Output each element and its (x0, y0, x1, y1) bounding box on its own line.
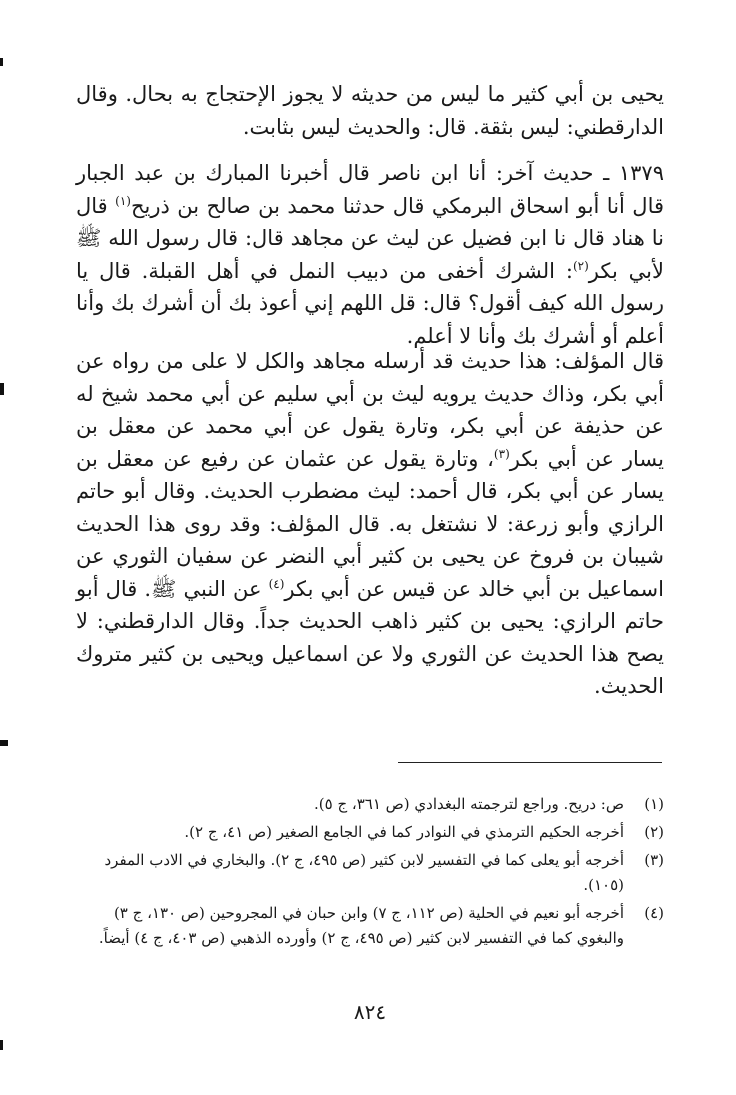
footnote-number: (٢) (644, 823, 664, 841)
footnote-item (76, 792, 664, 817)
footnote-ref-4[interactable]: (٤) (268, 576, 285, 591)
footnote-text: أخرجه الحكيم الترمذي في النوادر كما في الجامع الصغير (ص ٤١، ج ٢). (184, 823, 624, 841)
scan-edge-mark (0, 383, 4, 395)
footnotes-list (76, 792, 664, 954)
scan-edge-mark (0, 58, 3, 66)
footnote-text: أخرجه أبو نعيم في الحلية (ص ١١٢، ج ٧) وابن حبان في المجروحين (ص ١٣٠، ج ٣) والبغوي كما في التفسير لابن كثير (ص ٤٩٥، ج ٢) وأورده الذهبي (ص ٤٠٣، ج ٤) أيضاً. (98, 904, 624, 947)
footnote-text: أخرجه أبو يعلى كما في التفسير لابن كثير (ص ٤٩٥، ج ٢). والبخاري في الادب المفرد (١٠٥). (104, 851, 624, 894)
paragraph-2-text-b: قال نا هناد قال نا ابن فضيل عن ليث عن مجاهد قال: قال رسول الله ﷺ لأبي بكر (76, 193, 665, 283)
paragraph-1 (76, 78, 664, 143)
footnote-ref-3[interactable]: (٣) (493, 446, 510, 461)
footnote-text: ص: دريح. وراجع لترجمته البغدادي (ص ٣٦١، ج ٥). (313, 795, 624, 813)
footnote-number: (٣) (644, 851, 664, 869)
footnote-item (76, 848, 664, 898)
paragraph-author-commentary (76, 345, 664, 703)
paragraph-3-text-c: عن النبي ﷺ. قال أبو حاتم الرازي: يحيى بن كثير ذاهب الحديث جداً. وقال الدارقطني: لا يصح هذا الحديث عن الثوري ولا عن اسماعيل ويحيى بن كثير متروك الحديث. (76, 576, 664, 698)
footnote-number: (٤) (644, 904, 664, 922)
paragraph-3-text-b: ، وتارة يقول عن عثمان عن رفيع عن معقل بن يسار عن أبي بكر، قال أحمد: ليث مضطرب الحديث. وقال أبو حاتم الرازي وأبو زرعة: لا نشتغل به. قال المؤلف: وقد روى هذا الحديث شيبان بن فروخ عن يحيى بن كثير أبي النضر عن سفيان الثوري عن اسماعيل بن أبي خالد عن قيس عن أبي بكر (76, 446, 664, 601)
footnote-item (76, 820, 664, 845)
paragraph-1-text: يحيى بن أبي كثير ما ليس من حديثه لا يجوز الإحتجاج به بحال. وقال الدارقطني: ليس بثقة. قال: والحديث ليس بثابت. (76, 82, 664, 139)
scan-edge-mark (0, 1040, 3, 1050)
footnote-number: (١) (644, 795, 664, 813)
footnote-ref-1[interactable]: (١) (115, 193, 131, 208)
footnote-item (76, 901, 664, 951)
footnote-ref-2[interactable]: (٢) (572, 258, 589, 273)
scan-edge-mark (0, 740, 8, 746)
paragraph-hadith-1379 (76, 157, 664, 352)
paragraph-2-text-c: : الشرك أخفى من دبيب النمل في أهل القبلة. قال يا رسول الله كيف أقول؟ قال: قل اللهم إني أعوذ بك أن أشرك بك وأنا أعلم أو أشرك بك وأنا لا أعلم. (76, 258, 664, 348)
paragraph-2-text-a: ١٣٧٩ ـ حديث آخر: أنا ابن ناصر قال أخبرنا المبارك بن عبد الجبار قال أنا أبو اسحاق البرمكي قال حدثنا محمد بن صالح بن ذريح (76, 161, 665, 218)
page-number: ٨٢٤ (353, 1000, 387, 1024)
paragraph-3-text-a: قال المؤلف: هذا حديث قد أرسله مجاهد والكل لا على من رواه عن أبي بكر، وذاك حديث يرويه ليث بن أبي سليم عن أبي محمد شيخ له عن حذيفة عن أبي بكر، وتارة يقول عن أبي محمد عن معقل بن يسار عن أبي بكر (76, 349, 665, 471)
footnote-divider (398, 762, 662, 763)
